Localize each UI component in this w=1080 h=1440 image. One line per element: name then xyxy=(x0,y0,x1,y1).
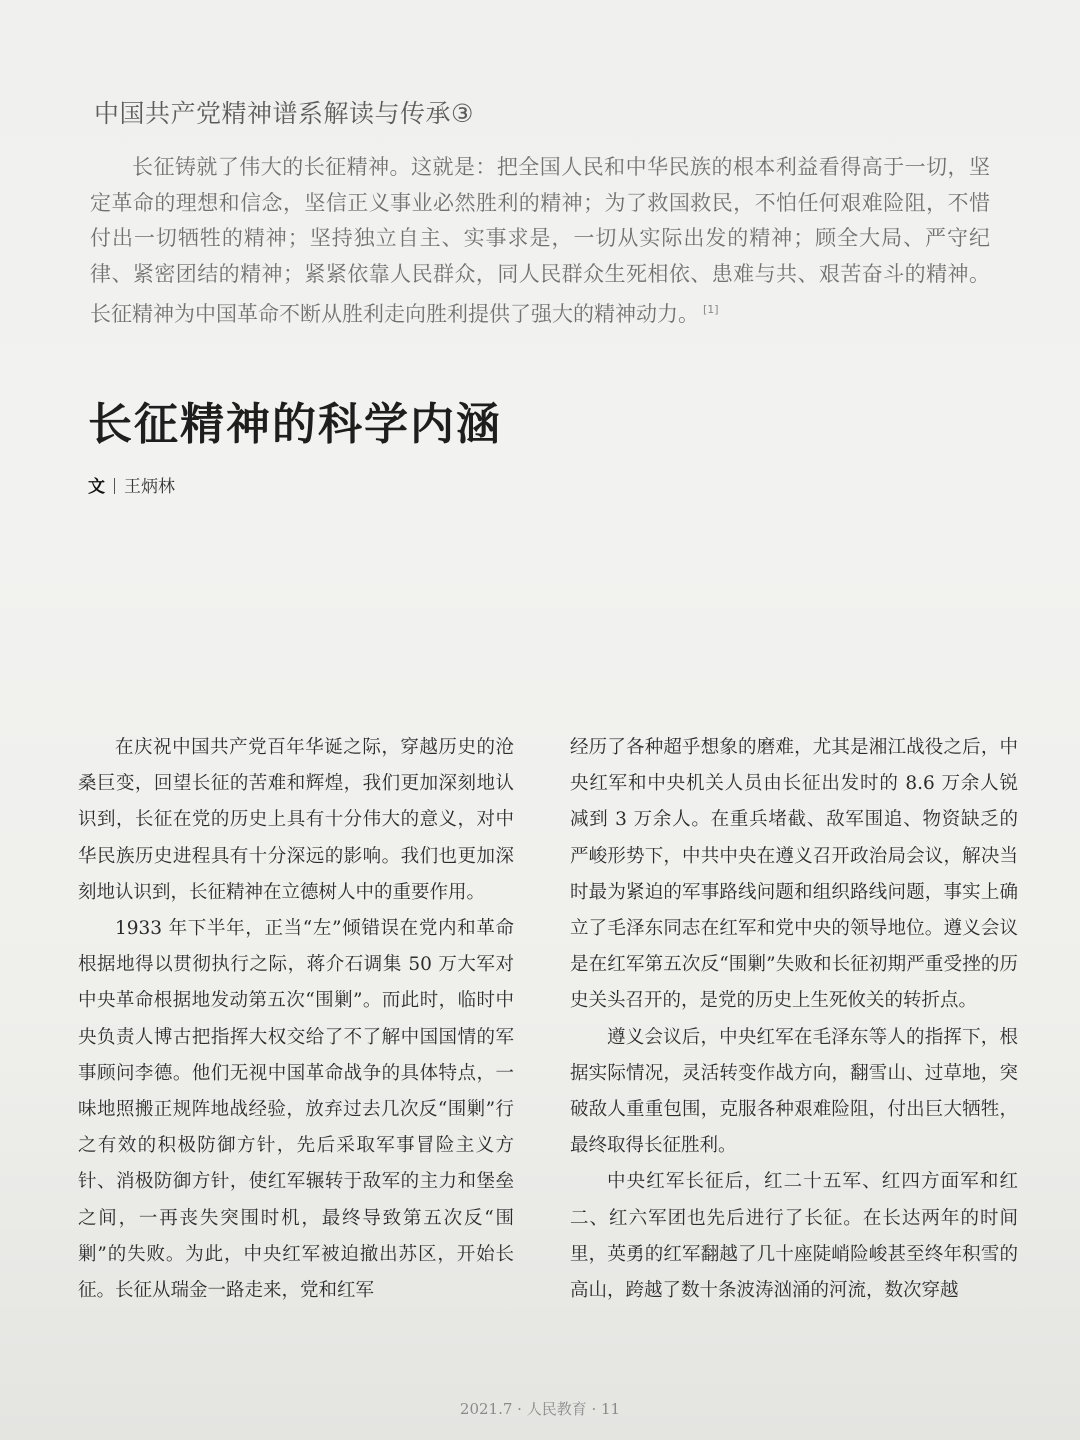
body-paragraph: 遵义会议后，中央红军在毛泽东等人的指挥下，根据实际情况，灵活转变作战方向，翻雪山、过草地，突破敌人重重包围，克服各种艰难险阻，付出巨大牺牲，最终取得长征胜利。 xyxy=(570,1026,1018,1157)
body-paragraph: 中央红军长征后，红二十五军、红四方面军和红二、红六军团也先后进行了长征。在长达两年的时间里，英勇的红军翻越了几十座陡峭险峻甚至终年积雪的高山，跨越了数十条波涛汹涌的河流，数次穿越 xyxy=(570,1171,1018,1302)
series-title: 中国共产党精神谱系解读与传承③ xyxy=(94,99,474,128)
intro-paragraph xyxy=(90,150,990,333)
body-column-left xyxy=(78,730,514,1370)
page-folio: 2021.7 · 人民教育 · 11 xyxy=(459,1400,621,1418)
byline-label: 文 xyxy=(88,477,105,497)
article-title: 长征精神的科学内涵 xyxy=(88,399,502,450)
footnote-marker: [1] xyxy=(703,303,719,316)
body-paragraph: 在庆祝中国共产党百年华诞之际，穿越历史的沧桑巨变，回望长征的苦难和辉煌，我们更加深刻地认识到，长征在党的历史上具有十分伟大的意义，对中华民族历史进程具有十分深远的影响。我们也更加深刻地认识到，长征精神在立德树人中的重要作用。 xyxy=(78,737,514,903)
byline xyxy=(88,472,175,497)
body-paragraph: 1933 年下半年，正当“左”倾错误在党内和革命根据地得以贯彻执行之际，蒋介石调集 50 万大军对中央革命根据地发动第五次“围剿”。而此时，临时中央负责人博古把指挥大权交给了不了解中国国情的军事顾问李德。他们无视中国革命战争的具体特点，一味地照搬正规阵地战经验，放弃过去几次反“围剿”行之有效的积极防御方针，先后采取军事冒险主义方针、消极防御方针，使红军辗转于敌军的主力和堡垒之间，一再丧失突围时机，最终导致第五次反“围剿”的失败。为此，中央红军被迫撤出苏区，开始长征。长征从瑞金一路走来，党和红军 xyxy=(78,918,514,1302)
intro-text: 长征铸就了伟大的长征精神。这就是：把全国人民和中华民族的根本利益看得高于一切，坚定革命的理想和信念，坚信正义事业必然胜利的精神；为了救国救民，不怕任何艰难险阻，不惜付出一切牺牲的精神；坚持独立自主、实事求是，一切从实际出发的精神；顾全大局、严守纪律、紧密团结的精神；紧紧依靠人民群众，同人民群众生死相依、患难与共、艰苦奋斗的精神。长征精神为中国革命不断从胜利走向胜利提供了强大的精神动力。 xyxy=(90,155,990,326)
byline-divider xyxy=(114,478,115,494)
body-paragraph-continued: 经历了各种超乎想象的磨难，尤其是湘江战役之后，中央红军和中央机关人员由长征出发时的 8.6 万余人锐减到 3 万余人。在重兵堵截、敌军围追、物资缺乏的严峻形势下，中共中央在遵义召开政治局会议，解决当时最为紧迫的军事路线问题和组织路线问题，事实上确立了毛泽东同志在红军和党中央的领导地位。遵义会议是在红军第五次反“围剿”失败和长征初期严重受挫的历史关头召开的，是党的历史上生死攸关的转折点。 xyxy=(570,737,1018,1012)
body-column-right xyxy=(570,730,1018,1370)
author-name: 王炳林 xyxy=(124,477,175,497)
